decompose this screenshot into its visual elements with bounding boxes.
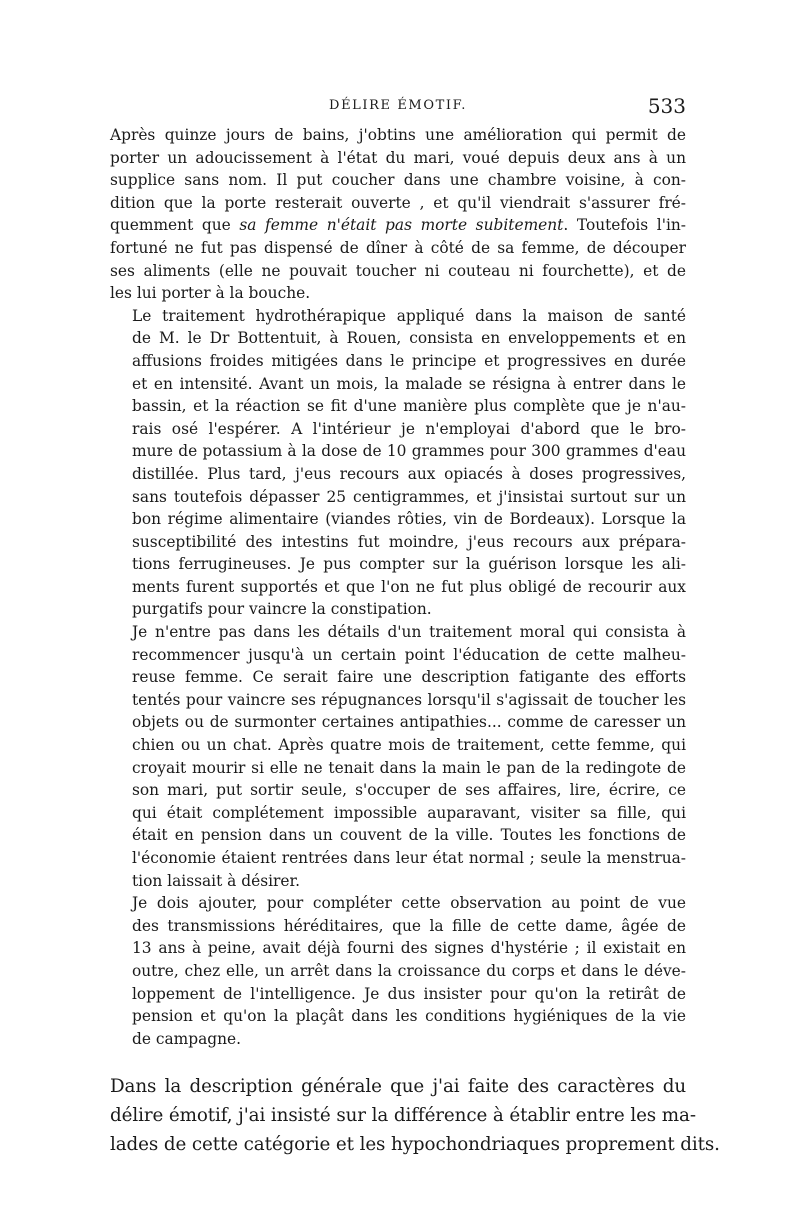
text-line: sans toutefois dépasser 25 centigrammes, et j'insistai surtout sur un (132, 487, 686, 506)
text-line: tentés pour vaincre ses répugnances lorsqu'il s'agissait de toucher les (132, 690, 686, 709)
text-line: mure de potassium à la dose de 10 grammes pour 300 grammes d'eau (132, 442, 686, 461)
text-line: recommencer jusqu'à un certain point l'éducation de cette malheu- (132, 645, 686, 664)
text-line: qui était complétement impossible auparavant, visiter sa fille, qui (132, 803, 686, 822)
text-line: était en pension dans un couvent de la ville. Toutes les fonctions de (132, 826, 686, 845)
text-line: Je n'entre pas dans les détails d'un traitement moral qui consista à (132, 623, 686, 642)
text-line: loppement de l'intelligence. Je dus insister pour qu'on la retirât de (132, 984, 686, 1003)
paragraph-2 (110, 305, 686, 621)
text-line: distillée. Plus tard, j'eus recours aux opiacés à doses progressives, (132, 464, 686, 483)
text-line: les lui porter à la bouche. (110, 284, 311, 303)
running-title: DÉLIRE ÉMOTIF. (329, 98, 467, 113)
text-line: lades de cette catégorie et les hypochondriaques proprement dits. (110, 1134, 720, 1156)
body-text (110, 124, 686, 1050)
text-line: supplice sans nom. Il put coucher dans une chambre voisine, à con- (110, 171, 686, 190)
text-line: affusions froides mitigées dans le principe et progressives en durée (132, 351, 686, 370)
paragraph-4 (110, 892, 686, 1050)
text-line: pension et qu'on la plaçât dans les conditions hygiéniques de la vie (132, 1007, 686, 1026)
text-line: purgatifs pour vaincre la constipation. (132, 600, 432, 619)
text-line: 13 ans à peine, avait déjà fourni des signes d'hystérie ; il existait en (132, 939, 686, 958)
text-line: objets ou de surmonter certaines antipathies... comme de caresser un (132, 713, 686, 732)
text-line: outre, chez elle, un arrêt dans la croissance du corps et dans le déve- (132, 961, 686, 980)
text-line: délire émotif, j'ai insisté sur la différence à établir entre les ma- (110, 1105, 696, 1127)
text-line: fortuné ne fut pas dispensé de dîner à côté de sa femme, de découper (110, 238, 686, 257)
text-line: et en intensité. Avant un mois, la malade se résigna à entrer dans le (132, 374, 686, 393)
text-fragment: quemment que (110, 216, 240, 235)
running-head (110, 94, 686, 124)
text-line: bon régime alimentaire (viandes rôties, vin de Bordeaux). Lorsque la (132, 510, 686, 529)
text-line: de M. le Dr Bottentuit, à Rouen, consista en enveloppements et en (132, 329, 686, 348)
text-line: Je dois ajouter, pour compléter cette observation au point de vue (132, 894, 686, 913)
text-line: l'économie étaient rentrées dans leur état normal ; seule la menstrua- (132, 849, 686, 867)
text-line: reuse femme. Ce serait faire une description fatigante des efforts (132, 668, 686, 687)
text-line: dition que la porte resterait ouverte , et qu'il viendrait s'assurer fré- (110, 193, 686, 212)
text-line: rais osé l'espérer. A l'intérieur je n'employai d'abord que le bro- (132, 419, 686, 438)
text-line: bassin, et la réaction se fit d'une manière plus complète que je n'au- (132, 397, 686, 416)
text-line: de campagne. (132, 1029, 242, 1048)
text-fragment: . Toutefois l'in- (563, 216, 686, 235)
text-line: ments furent supportés et que l'on ne fut plus obligé de recourir aux (132, 577, 686, 596)
text-line: Après quinze jours de bains, j'obtins une amélioration qui permit de (110, 126, 686, 144)
page-number: 533 (647, 94, 686, 118)
page (110, 94, 720, 1159)
paragraph-1 (110, 124, 686, 305)
text-line: tion laissait à désirer. (132, 871, 301, 890)
text-line: Le traitement hydrothérapique appliqué dans la maison de santé (132, 306, 686, 325)
conclusion-paragraph (110, 1072, 720, 1159)
italic-quote: sa femme n'était pas morte subitement (239, 216, 564, 235)
text-line: chien ou un chat. Après quatre mois de traitement, cette femme, qui (132, 736, 686, 755)
text-line: des transmissions héréditaires, que la fille de cette dame, âgée de (132, 916, 686, 935)
text-line: Dans la description générale que j'ai faite des caractères du (110, 1076, 686, 1098)
text-line: porter un adoucissement à l'état du mari, voué depuis deux ans à un (110, 148, 686, 167)
text-line: croyait mourir si elle ne tenait dans la main le pan de la redingote de (132, 758, 686, 777)
text-line-with-italic (110, 214, 686, 237)
text-line: susceptibilité des intestins fut moindre, j'eus recours aux prépara- (132, 532, 686, 551)
text-line: son mari, put sortir seule, s'occuper de ses affaires, lire, écrire, ce (132, 781, 686, 800)
text-line: ses aliments (elle ne pouvait toucher ni couteau ni fourchette), et de (110, 261, 686, 280)
paragraph-3 (110, 621, 686, 892)
text-line: tions ferrugineuses. Je pus compter sur la guérison lorsque les ali- (132, 555, 686, 574)
